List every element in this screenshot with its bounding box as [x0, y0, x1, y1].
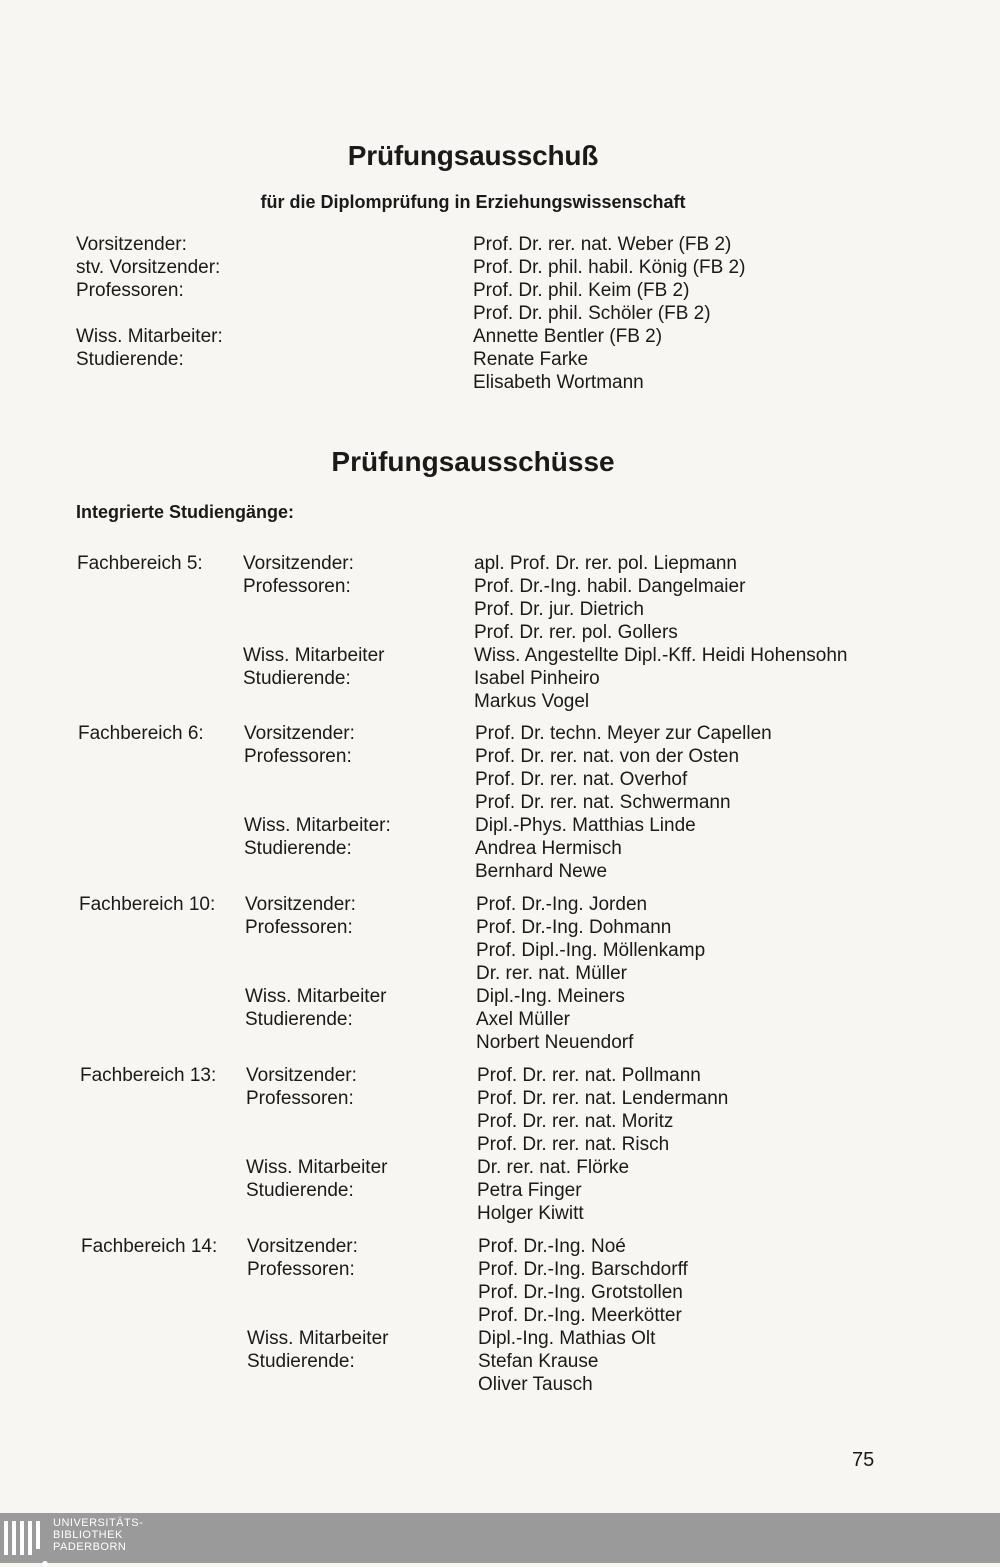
member-name: Prof. Dr.-Ing. Noé — [478, 1236, 626, 1257]
role-label: Wiss. Mitarbeiter: — [76, 326, 223, 347]
logo-line-2: BIBLIOTHEK — [53, 1529, 123, 1541]
role-label: stv. Vorsitzender: — [76, 257, 221, 278]
role-label: Vorsitzender: — [246, 1065, 357, 1086]
library-logo-text — [53, 1517, 143, 1553]
member-name: Elisabeth Wortmann — [473, 372, 644, 393]
member-name: Prof. Dr. techn. Meyer zur Capellen — [475, 723, 772, 744]
member-name: Markus Vogel — [474, 691, 590, 712]
fachbereich-label: Fachbereich 6: — [78, 723, 204, 744]
member-name: Prof. Dr. rer. nat. Overhof — [475, 769, 688, 790]
role-label: Vorsitzender: — [243, 553, 354, 574]
member-name: Prof. Dr. phil. Keim (FB 2) — [473, 280, 690, 301]
member-name: Prof. Dr.-Ing. Dohmann — [476, 917, 672, 938]
fachbereich-label: Fachbereich 13: — [80, 1065, 217, 1086]
role-label: Wiss. Mitarbeiter — [245, 986, 387, 1007]
role-label: Wiss. Mitarbeiter: — [244, 815, 391, 836]
logo-line-3: PADERBORN — [53, 1541, 127, 1553]
member-name: Prof. Dr. phil. Schöler (FB 2) — [473, 303, 711, 324]
library-footer — [0, 1513, 1000, 1563]
role-label: Professoren: — [247, 1259, 355, 1280]
member-name: Prof. Dr.-Ing. Barschdorff — [478, 1259, 688, 1280]
section1-title: Prüfungsausschuß — [347, 140, 599, 171]
fachbereich-label: Fachbereich 14: — [81, 1236, 218, 1257]
member-name: Stefan Krause — [478, 1351, 599, 1372]
member-name: Isabel Pinheiro — [474, 668, 600, 689]
member-name: Prof. Dr. rer. nat. von der Osten — [475, 746, 740, 767]
role-label: Vorsitzender: — [247, 1236, 358, 1257]
member-name: Prof. Dr.-Ing. Grotstollen — [478, 1282, 683, 1303]
member-name: Renate Farke — [473, 349, 589, 370]
member-name: Prof. Dr. rer. nat. Lendermann — [477, 1088, 729, 1109]
member-name: Dr. rer. nat. Müller — [476, 963, 627, 984]
role-label: Professoren: — [246, 1088, 354, 1109]
member-name: Prof. Dr. phil. habil. König (FB 2) — [473, 257, 746, 278]
member-name: Prof. Dr. rer. pol. Gollers — [474, 622, 678, 643]
fachbereich-label: Fachbereich 5: — [77, 553, 203, 574]
member-name: Prof. Dr. rer. nat. Risch — [477, 1134, 670, 1155]
member-name: Petra Finger — [477, 1180, 582, 1201]
member-name: Prof. Dr.-Ing. Jorden — [476, 894, 648, 915]
role-label: Vorsitzender: — [76, 234, 187, 255]
member-name: Prof. Dipl.-Ing. Möllenkamp — [476, 940, 706, 961]
role-label: Professoren: — [243, 576, 351, 597]
member-name: Prof. Dr. rer. nat. Moritz — [477, 1111, 674, 1132]
role-label: Studierende: — [243, 668, 351, 689]
role-label: Studierende: — [76, 349, 184, 370]
role-label: Professoren: — [244, 746, 352, 767]
member-name: apl. Prof. Dr. rer. pol. Liepmann — [474, 553, 737, 574]
member-name: Prof. Dr. rer. nat. Pollmann — [477, 1065, 701, 1086]
member-name: Wiss. Angestellte Dipl.-Kff. Heidi Hohensohn — [474, 645, 848, 666]
member-name: Axel Müller — [476, 1009, 570, 1030]
member-name: Dipl.-Ing. Mathias Olt — [478, 1328, 656, 1349]
member-name: Holger Kiwitt — [477, 1203, 584, 1224]
member-name: Dipl.-Phys. Matthias Linde — [475, 815, 696, 836]
logo-line-1: UNIVERSITÄTS- — [53, 1517, 144, 1529]
role-label: Studierende: — [247, 1351, 355, 1372]
member-name: Annette Bentler (FB 2) — [473, 326, 663, 347]
role-label: Professoren: — [76, 280, 184, 301]
member-name: Prof. Dr.-Ing. Meerkötter — [478, 1305, 682, 1326]
role-label: Studierende: — [246, 1180, 354, 1201]
section1-subtitle: für die Diplomprüfung in Erziehungswissenschaft — [260, 192, 686, 212]
member-name: Dipl.-Ing. Meiners — [476, 986, 625, 1007]
library-logo-icon — [4, 1521, 44, 1555]
role-label: Studierende: — [245, 1009, 353, 1030]
role-label: Vorsitzender: — [244, 723, 355, 744]
role-label: Vorsitzender: — [245, 894, 356, 915]
page-number: 75 — [852, 1449, 875, 1471]
role-label: Professoren: — [245, 917, 353, 938]
member-name: Bernhard Newe — [475, 861, 608, 882]
section2-title: Prüfungsausschüsse — [331, 446, 615, 477]
fachbereich-label: Fachbereich 10: — [79, 894, 216, 915]
role-label: Wiss. Mitarbeiter — [247, 1328, 389, 1349]
member-name: Prof. Dr. rer. nat. Schwermann — [475, 792, 731, 813]
member-name: Norbert Neuendorf — [476, 1032, 634, 1053]
role-label: Wiss. Mitarbeiter — [246, 1157, 388, 1178]
member-name: Prof. Dr. rer. nat. Weber (FB 2) — [473, 234, 732, 255]
role-label: Studierende: — [244, 838, 352, 859]
role-label: Wiss. Mitarbeiter — [243, 645, 385, 666]
member-name: Oliver Tausch — [478, 1374, 593, 1395]
member-name: Prof. Dr. jur. Dietrich — [474, 599, 644, 620]
member-name: Prof. Dr.-Ing. habil. Dangelmaier — [474, 576, 746, 597]
section2-subtitle: Integrierte Studiengänge: — [76, 502, 295, 522]
member-name: Andrea Hermisch — [475, 838, 622, 859]
member-name: Dr. rer. nat. Flörke — [477, 1157, 630, 1178]
